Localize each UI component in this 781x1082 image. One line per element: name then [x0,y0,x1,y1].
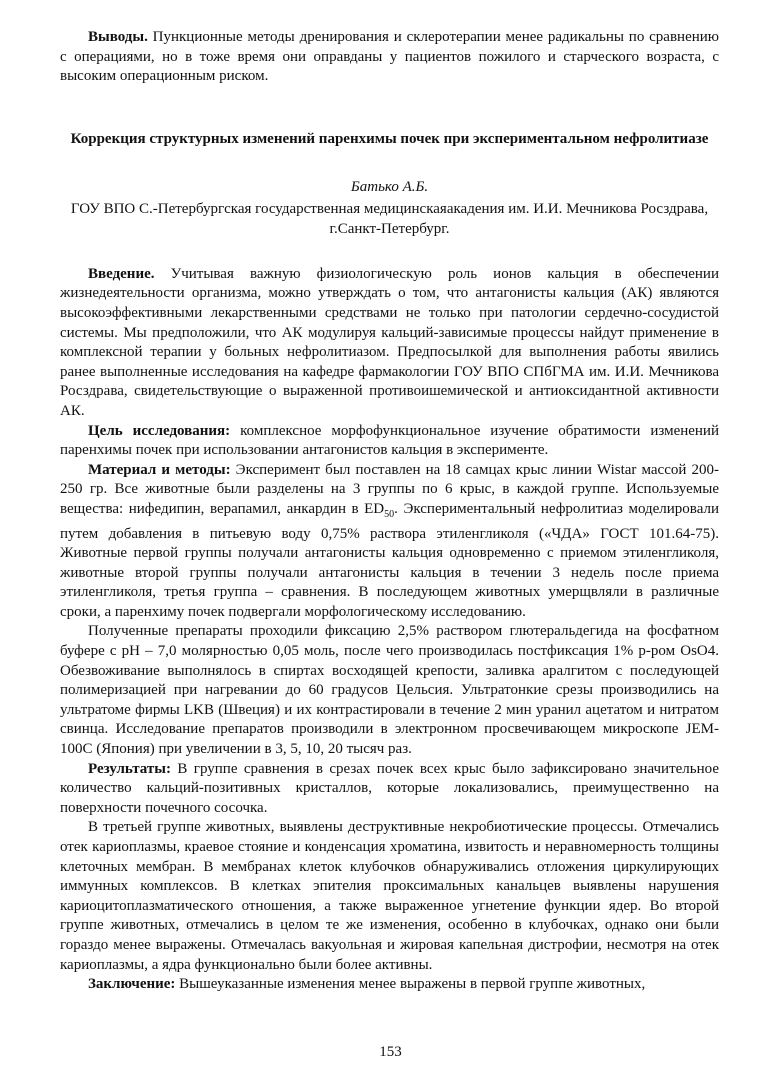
conclusion-text: Вышеуказанные изменения менее выражены в первой группе животных, [175,976,646,993]
intro-label: Введение. [88,265,155,282]
conclusions-text: Пункционные методы дренирования и склеротерапии менее радикальны по сравнению с операциями, но в тоже время они оправданы у пациентов пожилого и старческого возраста, с высоким операционным риском. [60,29,719,85]
methods-subscript: 50 [384,508,395,520]
intro-paragraph [60,265,719,422]
aim-text: комплексное морфофункциональное изучение обратимости изменений паренхимы почек при использовании антагонистов кальция в эксперименте. [60,422,719,459]
results-label: Результаты: [88,760,171,777]
article-title: Коррекция структурных изменений паренхимы почек при экспериментальном нефролитиазе [70,130,709,147]
results-paragraph [60,760,719,819]
aim-label: Цель исследования: [88,422,231,439]
conclusion-label: Заключение: [88,976,176,993]
results-text: В группе сравнения в срезах почек всех крыс было зафиксировано значительное количество кальций-позитивных кристаллов, которые локализовались, преимущественно на поверхности почечного сосочка. [60,760,719,816]
article-affiliation: ГОУ ВПО С.-Петербургская государственная медицинскаяакадения им. И.И. Мечникова Росздрава, г.Санкт-Петербург. [70,200,709,237]
methods-text-2: . Экспериментальный нефролитиаз моделировали путем добавления в питьевую воду 0,75% раствора этиленгликоля («ЧДА» ГОСТ 101.64-75). Животные первой группы получали антагонисты кальция одновременно с приемом этиленгликоля, животные второй группы получали антагонисты кальция в течении 3 недель после приема этиленгликоля, третья группа – сравнения. В последующем животных умерщвляли в различные сроки, а паренхиму почек подвергали морфологическому исследованию. [60,500,719,620]
conclusions-paragraph [60,28,719,87]
methods-paragraph [60,461,719,623]
preparation-paragraph: Полученные препараты проходили фиксацию 2,5% раствором глютеральдегида на фосфатном буфере с pH – 7,0 молярностью 0,05 моль, после чего производилась постфиксация 1% р-ром OsO4. Обезвоживание выполнялось в спиртах восходящей крепости, заливка аралгитом с последующей полимеризацией при нагревании до 60 градусов Цельсия. Ультратонкие срезы производились на ультратоме фирмы LKB (Швеция) и их контрастировали в течение 2 мин уранил ацетатом и нитратом свинца. Исследование препаратов производили в электронном просвечивающем микроскопе JEM-100C (Япония) при увеличении в 3, 5, 10, 20 тысяч раз. [60,623,719,758]
aim-paragraph [60,422,719,461]
methods-label: Материал и методы: [88,461,231,478]
conclusion-paragraph [60,975,719,995]
article-body [60,265,719,995]
intro-text: Учитывая важную физиологическую роль ионов кальция в обеспечении жизнедеятельности организма, можно утверждать о том, что антагонисты кальция (АК) являются высокоэффективными лекарственными средствами не только при патологии сердечно-сосудистой системы. Мы предположили, что АК модулируя кальций-зависимые процессы найдут применение в комплексной терапии у больных нефролитиазом. Предпосылкой для выполнения работы явились ранее выполненные исследования на кафедре фармакологии ГОУ ВПО СПбГМА им. И.И. Мечникова Росздрава, свидетельствующие о выраженной противоишемической и антиоксидантной активности АК. [60,265,719,419]
methods-text-1: Эксперимент был поставлен на 18 самцах крыс линии Wistar массой 200-250 гр. Все животные были разделены на 3 группы по 6 крыс, в каждой группе. Используемые вещества: нифедипин, верапамил, анкардин в ED [60,461,719,517]
conclusions-label: Выводы. [88,29,148,45]
article-author: Батько А.Б. [350,178,429,195]
page-number: 153 [379,1044,402,1060]
third-group-paragraph: В третьей группе животных, выявлены деструктивные некробиотические процессы. Отмечались отек кариоплазмы, краевое стояние и конденсация хроматина, извитость и неравномерность толщины клеточных мембран. В мембранах клеток клубочков обнаруживались отложения циркулирующих иммунных комплексов. В клетках эпителия проксимальных канальцев выявлены нарушения кариоцитоплазматического отношения, а также выраженное угнетение функции ядер. Во второй группе животных, отмечались в целом те же изменения, особенно в клубочках, однако они были гораздо менее выражены. Отмечалась вакуольная и жировая капельная дистрофии, несмотря на отек кариоплазмы, а ядра функционально были более активны. [60,819,719,973]
